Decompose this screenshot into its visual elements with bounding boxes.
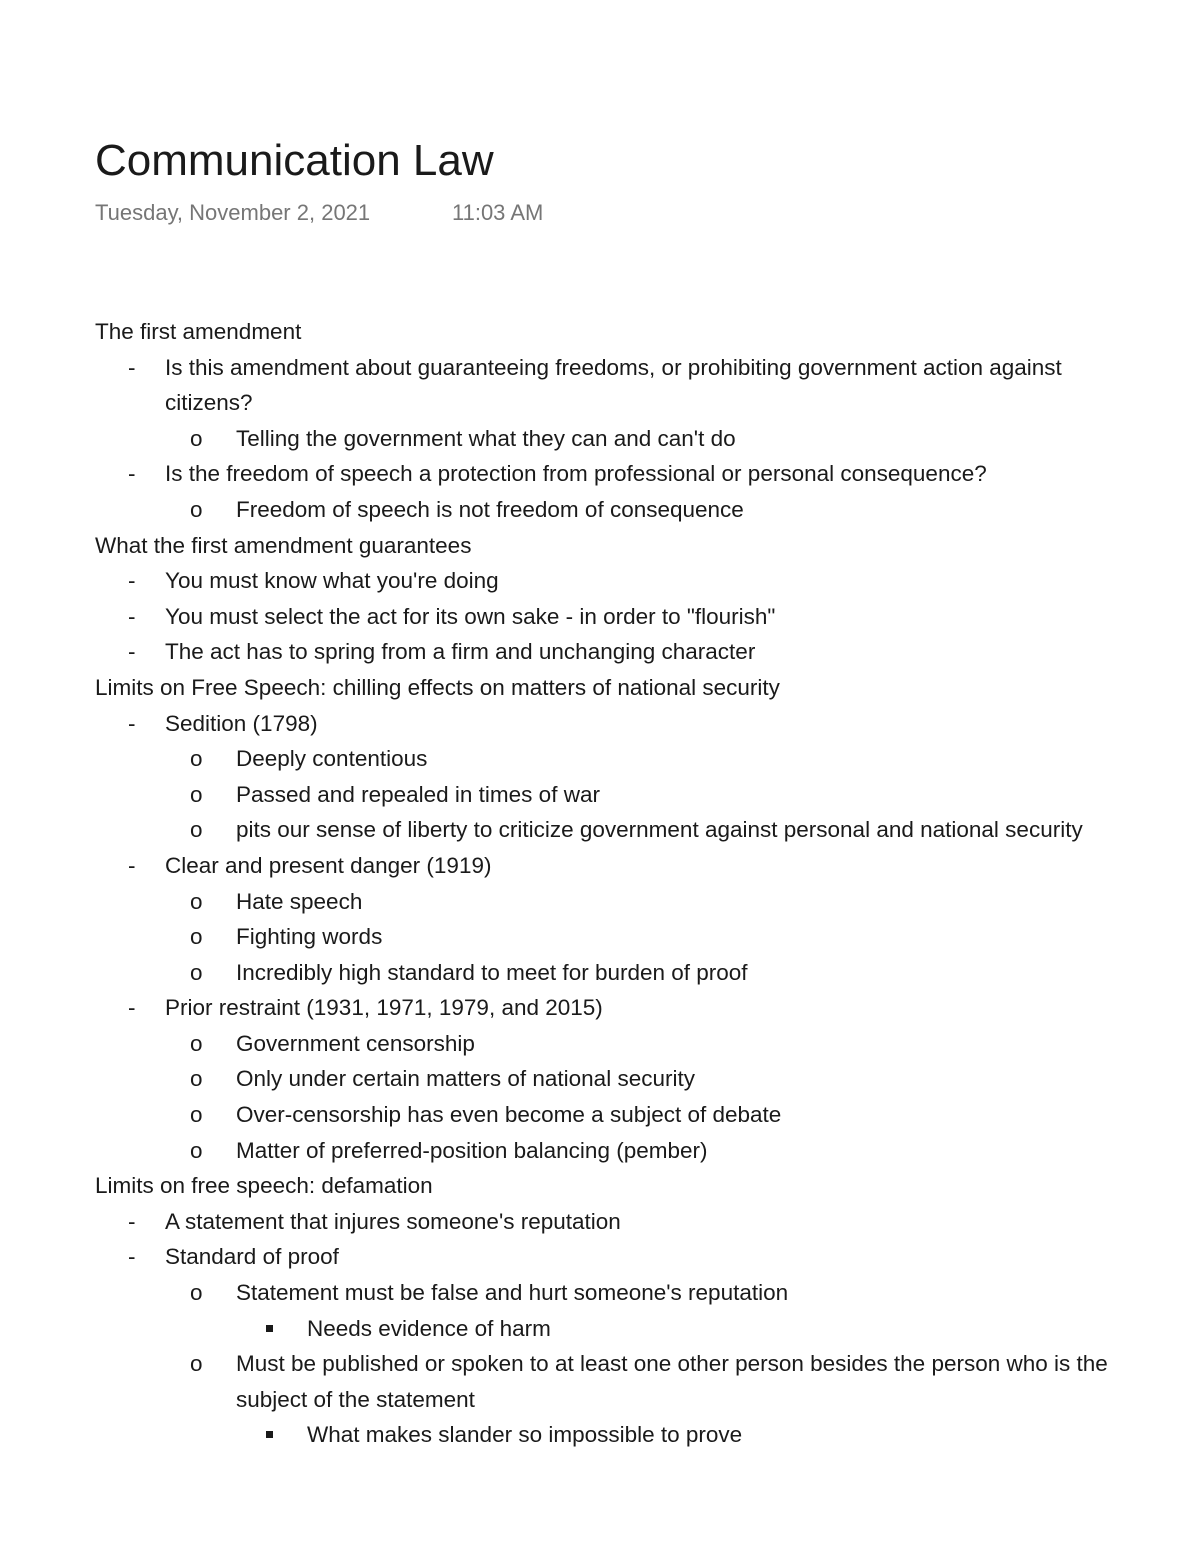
- dash-bullet-icon: -: [128, 568, 136, 594]
- list-item: [0, 919, 1200, 955]
- dash-bullet-icon: -: [128, 710, 136, 736]
- list-item-text: Limits on free speech: defamation: [95, 1173, 433, 1199]
- list-item-text: Standard of proof: [165, 1244, 339, 1270]
- circle-bullet-icon: o: [190, 1066, 203, 1092]
- list-item-text: You must know what you're doing: [165, 568, 499, 594]
- list-item: [0, 884, 1200, 920]
- circle-bullet-icon: o: [190, 1030, 203, 1056]
- list-item: [0, 777, 1200, 813]
- circle-bullet-icon: o: [190, 746, 203, 772]
- dash-bullet-icon: -: [128, 603, 136, 629]
- list-item-text: pits our sense of liberty to criticize government against personal and national security: [236, 817, 1083, 843]
- list-item: [0, 456, 1200, 492]
- list-item-text: What makes slander so impossible to prove: [307, 1422, 743, 1448]
- section-heading: [0, 314, 1200, 350]
- list-item-text: Hate speech: [236, 888, 363, 914]
- list-item: [0, 848, 1200, 884]
- dash-bullet-icon: -: [128, 852, 136, 878]
- list-item: [0, 1204, 1200, 1240]
- circle-bullet-icon: o: [190, 1102, 203, 1128]
- list-item: [0, 385, 1200, 421]
- list-item-text: Telling the government what they can and can't do: [236, 425, 736, 451]
- dash-bullet-icon: -: [128, 354, 136, 380]
- list-item-text: The act has to spring from a firm and unchanging character: [165, 639, 756, 665]
- list-item: [0, 812, 1200, 848]
- list-item-text: Sedition (1798): [165, 710, 318, 736]
- dash-bullet-icon: -: [128, 639, 136, 665]
- page-title: Communication Law: [95, 136, 494, 185]
- section-heading: [0, 1168, 1200, 1204]
- dash-bullet-icon: -: [128, 995, 136, 1021]
- square-bullet-icon: [266, 1325, 273, 1332]
- list-item: [0, 1097, 1200, 1133]
- list-item: [0, 741, 1200, 777]
- list-item-text: Must be published or spoken to at least one other person besides the person who is the: [236, 1351, 1108, 1377]
- list-item: [0, 1026, 1200, 1062]
- dash-bullet-icon: -: [128, 1244, 136, 1270]
- list-item: [0, 1311, 1200, 1347]
- section-heading: [0, 670, 1200, 706]
- list-item-text: Passed and repealed in times of war: [236, 781, 600, 807]
- list-item-text: Is the freedom of speech a protection from professional or personal consequence?: [165, 461, 987, 487]
- section-heading: [0, 528, 1200, 564]
- list-item-text: Matter of preferred-position balancing (pember): [236, 1137, 708, 1163]
- list-item-text: Only under certain matters of national security: [236, 1066, 695, 1092]
- list-item-text: subject of the statement: [236, 1386, 475, 1412]
- note-time: 11:03 AM: [452, 200, 544, 225]
- circle-bullet-icon: o: [190, 959, 203, 985]
- list-item-text: The first amendment: [95, 319, 302, 344]
- circle-bullet-icon: o: [190, 888, 203, 914]
- list-item: [0, 990, 1200, 1026]
- list-item-text: Freedom of speech is not freedom of consequence: [236, 496, 744, 522]
- list-item-text: Over-censorship has even become a subject of debate: [236, 1102, 782, 1128]
- list-item-text: Prior restraint (1931, 1971, 1979, and 2015): [165, 995, 603, 1021]
- list-item: [0, 350, 1200, 386]
- list-item-text: Clear and present danger (1919): [165, 852, 492, 878]
- list-item: [0, 706, 1200, 742]
- list-item: [0, 1417, 1200, 1453]
- list-item: [0, 563, 1200, 599]
- list-item-text: You must select the act for its own sake - in order to "flourish": [165, 603, 776, 629]
- list-item-text: A statement that injures someone's reputation: [165, 1208, 621, 1234]
- list-item: [0, 955, 1200, 991]
- list-item-text: citizens?: [165, 390, 253, 416]
- list-item: [0, 1239, 1200, 1275]
- dash-bullet-icon: -: [128, 1208, 136, 1234]
- circle-bullet-icon: o: [190, 1351, 203, 1377]
- list-item-text: What the first amendment guarantees: [95, 532, 472, 558]
- list-item: [0, 492, 1200, 528]
- list-item: [0, 1346, 1200, 1382]
- list-item-text: Statement must be false and hurt someone's reputation: [236, 1280, 789, 1306]
- note-date: Tuesday, November 2, 2021: [95, 200, 371, 225]
- list-item-text: Deeply contentious: [236, 746, 428, 772]
- list-item-text: Fighting words: [236, 924, 383, 950]
- list-item-text: Incredibly high standard to meet for burden of proof: [236, 959, 748, 985]
- circle-bullet-icon: o: [190, 425, 203, 451]
- circle-bullet-icon: o: [190, 924, 203, 950]
- dash-bullet-icon: -: [128, 461, 136, 487]
- circle-bullet-icon: o: [190, 1137, 203, 1163]
- note-body: [0, 314, 1200, 1448]
- list-item-text: Government censorship: [236, 1030, 475, 1056]
- list-item-text: Is this amendment about guaranteeing freedoms, or prohibiting government action against: [165, 354, 1062, 380]
- list-item: [0, 1061, 1200, 1097]
- list-item: [0, 1133, 1200, 1169]
- circle-bullet-icon: o: [190, 781, 203, 807]
- list-item: [0, 421, 1200, 457]
- circle-bullet-icon: o: [190, 817, 203, 843]
- list-item: [0, 634, 1200, 670]
- list-item: [0, 1275, 1200, 1311]
- list-item: [0, 599, 1200, 635]
- circle-bullet-icon: o: [190, 1280, 203, 1306]
- square-bullet-icon: [266, 1431, 273, 1438]
- list-item: [0, 1382, 1200, 1418]
- list-item-text: Needs evidence of harm: [307, 1315, 551, 1341]
- list-item-text: Limits on Free Speech: chilling effects on matters of national security: [95, 674, 780, 700]
- circle-bullet-icon: o: [190, 496, 203, 522]
